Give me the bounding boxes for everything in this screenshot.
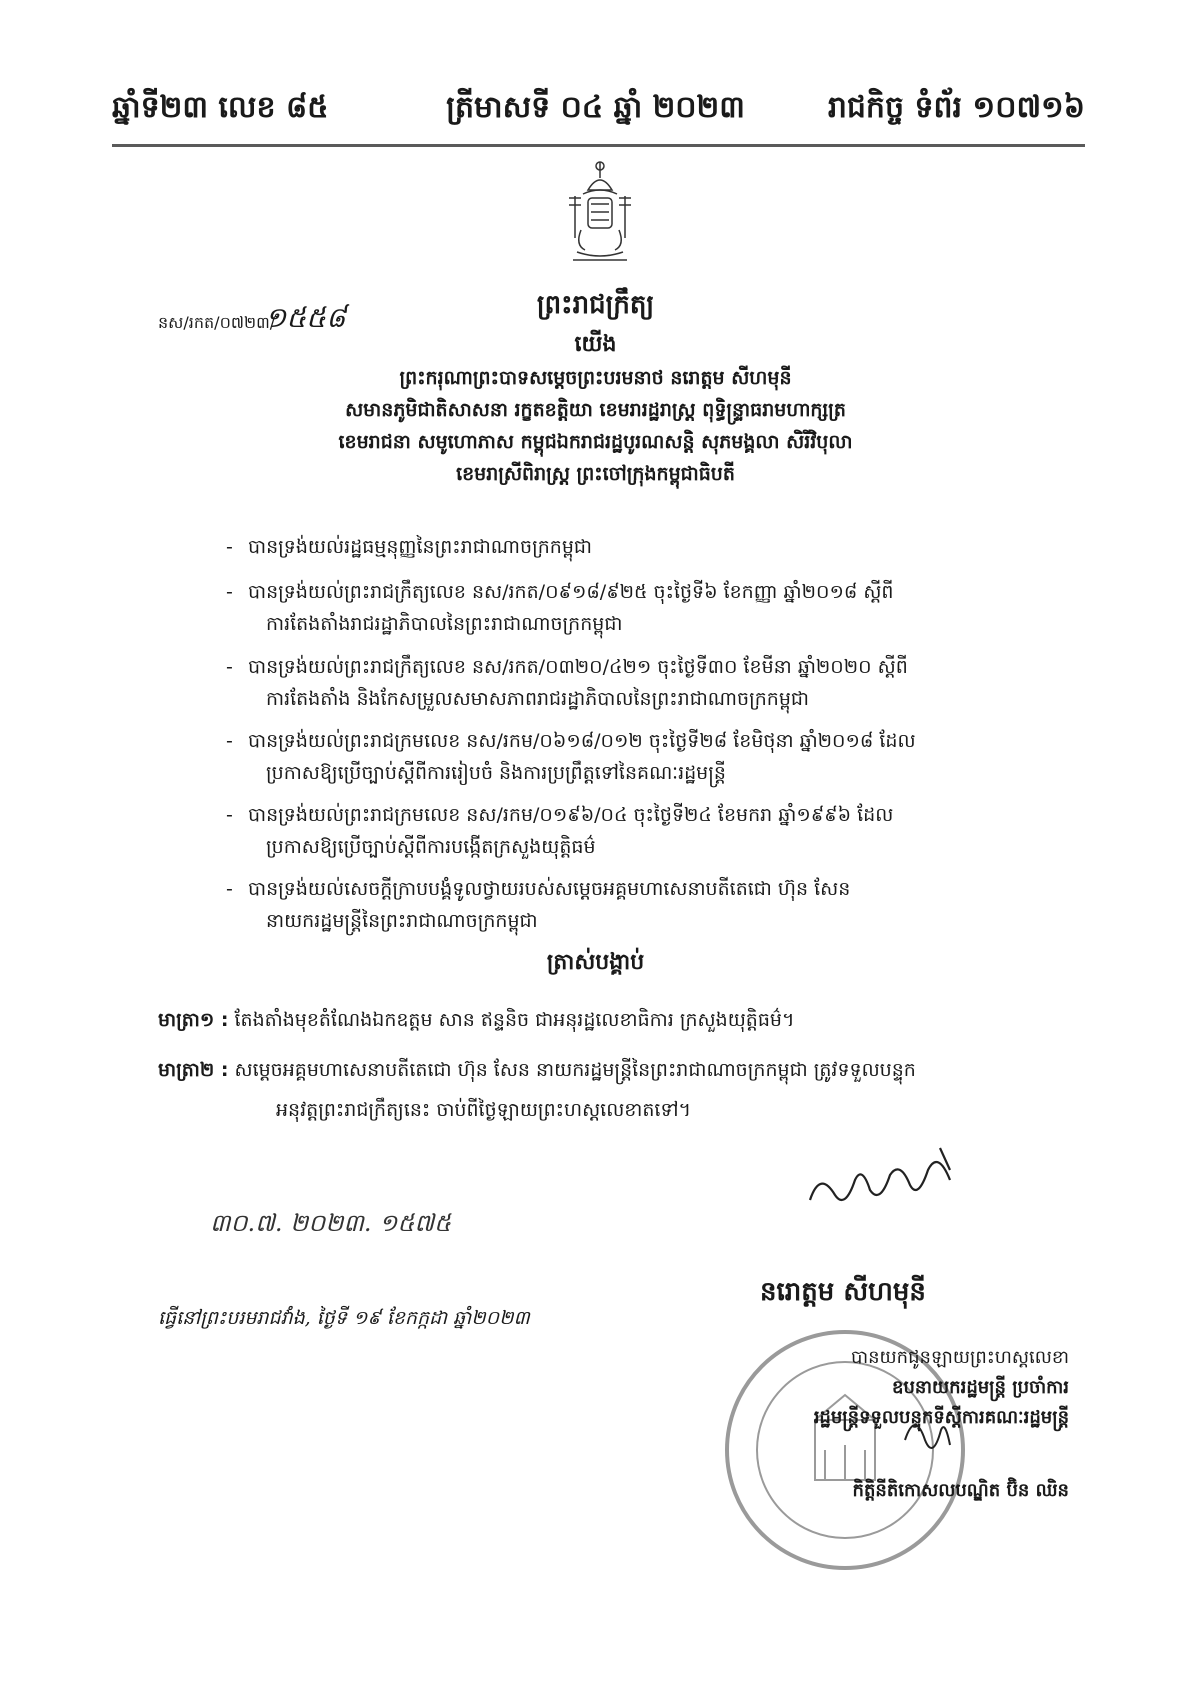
king-title-line: ព្រះករុណាព្រះបាទសម្ដេចព្រះបរមនាថ នរោត្តម សីហមុនី [399,367,792,389]
visa-text-continued: ប្រកាសឱ្យប្រើច្បាប់ស្ដីពីការរៀបចំ និងការប្រព្រឹត្តទៅនៃគណៈរដ្ឋមន្ត្រី [266,762,726,784]
king-title-line: ខេមរាជនា សមូហោភាស កម្ពុជឯករាជរដ្ឋបូរណសន្តិ សុភមង្គលា សិរីវិបុលា [338,431,853,453]
article-2 [158,1050,1088,1090]
visa-text: បានទ្រង់យល់សេចក្ដីក្រាបបង្គំទូលថ្វាយរបស់សម្ដេចអគ្គមហាសេនាបតីតេជោ ហ៊ុន សែន [248,878,851,900]
visa-text-continued: ការតែងតាំង និងកែសម្រួលសមាសភាពរាជរដ្ឋាភិបាលនៃព្រះរាជាណាចក្រកម្ពុជា [266,688,810,710]
article-text: សម្ដេចអគ្គមហាសេនាបតីតេជោ ហ៊ុន សែន នាយករដ្ឋមន្ត្រីនៃព្រះរាជាណាចក្រកម្ពុជា ត្រូវទទួលបន្ទុក [234,1059,916,1081]
article-label: មាត្រា២ : [158,1059,229,1081]
visa-text-continued: ការតែងតាំងរាជរដ្ឋាភិបាលនៃព្រះរាជាណាចក្រកម្ពុជា [266,613,623,635]
article-text: តែងតាំងមុខតំណែងឯកឧត្តម សាន ឥន្ទនិច ជាអនុរដ្ឋលេខាធិការ ក្រសួងយុត្តិធម៌។ [234,1009,795,1031]
decision-heading: ត្រាស់បង្គាប់ [546,950,645,975]
article-text-continued: អនុវត្តព្រះរាជក្រឹត្យនេះ ចាប់ពីថ្ងៃឡាយព្រះហស្តលេខាតទៅ។ [276,1099,692,1121]
article-label: មាត្រា១ : [158,1009,229,1031]
royal-coat-of-arms-icon [555,160,645,270]
reference-handwritten-number: ១៥៥៨ [265,301,346,334]
visa-text: បានទ្រង់យល់ព្រះរាជក្រមលេខ នស/រកម/០១៩៦/០៤ ចុះថ្ងៃទី២៤ ខែមករា ឆ្នាំ១៩៩៦ ដែល [248,804,894,826]
header-divider [112,144,1085,147]
certification-line: បានយកជូនឡាយព្រះហស្តលេខា [850,1347,1069,1368]
king-title-line: សមានភូមិជាតិសាសនា រក្ខតខត្តិយា ខេមរារដ្ឋរាស្ត្រ ពុទ្ធិន្ទ្រាធរាមហាក្សត្រ [345,399,846,421]
visa-text-continued: នាយករដ្ឋមន្ត្រីនៃព្រះរាជាណាចក្រកម្ពុជា [266,910,538,932]
visa-text: បានទ្រង់យល់ព្រះរាជក្រឹត្យលេខ នស/រកត/០៩១៨/៩២៥ ចុះថ្ងៃទី៦ ខែកញ្ញា ឆ្នាំ២០១៨ ស្ដីពី [248,581,894,603]
gazette-page: រាជកិច្ច ទំព័រ ១០៧១៦ [827,90,1085,125]
certification-line: ឧបនាយករដ្ឋមន្ត្រី ប្រចាំការ [892,1377,1069,1398]
reference-number: នស/រកត/០៧២៣/ [158,313,276,332]
minister-signature [895,1400,955,1470]
king-signature [800,1140,970,1220]
gazette-year-issue: ឆ្នាំទី២៣ លេខ ៨៥ [112,90,329,125]
king-title-line: ខេមរាស្រីពិរាស្ត្រ ព្រះចៅក្រុងកម្ពុជាធិបតី [456,463,735,485]
visa-text: បានទ្រង់យល់រដ្ឋធម្មនុញ្ញនៃព្រះរាជាណាចក្រកម្ពុជា [248,536,593,558]
visa-text: បានទ្រង់យល់ព្រះរាជក្រឹត្យលេខ នស/រកត/០៣២០/៤២១ ចុះថ្ងៃទី៣០ ខែមីនា ឆ្នាំ២០២០ ស្ដីពី [248,656,908,678]
visa-item: - បានទ្រង់យល់រដ្ឋធម្មនុញ្ញនៃព្រះរាជាណាចក្រកម្ពុជា [226,536,593,558]
visa-text: បានទ្រង់យល់ព្រះរាជក្រមលេខ នស/រកម/០៦១៨/០១២ ចុះថ្ងៃទី២៨ ខែមិថុនា ឆ្នាំ២០១៨ ដែល [248,730,916,752]
visa-item: - បានទ្រង់យល់ព្រះរាជក្រមលេខ នស/រកម/០១៩៦/០៤ ចុះថ្ងៃទី២៤ ខែមករា ឆ្នាំ១៩៩៦ ដែល [226,804,894,826]
certifier-name: កិត្តិនីតិកោសលបណ្ឌិត ប៊ិន ឈិន [852,1480,1069,1501]
king-name: នរោត្តម សីហមុនី [760,1277,926,1307]
visa-item: - បានទ្រង់យល់ព្រះរាជក្រឹត្យលេខ នស/រកត/០៩១៨/៩២៥ ចុះថ្ងៃទី៦ ខែកញ្ញា ឆ្នាំ២០១៨ ស្ដីពី [226,581,894,603]
gazette-quarter: ត្រីមាសទី ០៤ ឆ្នាំ ២០២៣ [446,90,745,125]
certification-line: រដ្ឋមន្ត្រីទទួលបន្ទុកទីស្ដីការគណៈរដ្ឋមន្ត្រី [813,1407,1069,1428]
visa-text-continued: ប្រកាសឱ្យប្រើច្បាប់ស្ដីពីការបង្កើតក្រសួងយុត្តិធម៌ [266,836,596,858]
place-date: ធ្វើនៅព្រះបរមរាជវាំង, ថ្ងៃទី ១៩ ខែកក្កដា ឆ្នាំ២០២៣ [158,1307,530,1329]
visa-item: - បានទ្រង់យល់សេចក្ដីក្រាបបង្គំទូលថ្វាយរបស់សម្ដេចអគ្គមហាសេនាបតីតេជោ ហ៊ុន សែន [226,878,851,900]
we-heading: យើង [574,332,617,357]
visa-item: - បានទ្រង់យល់ព្រះរាជក្រមលេខ នស/រកម/០៦១៨/០១២ ចុះថ្ងៃទី២៨ ខែមិថុនា ឆ្នាំ២០១៨ ដែល [226,730,916,752]
document-title: ព្រះរាជក្រឹត្យ [536,290,655,320]
handwritten-note: ៣០.៧. ២០២៣. ១៥៧៥ [210,1209,451,1237]
article-1 [158,1000,1088,1040]
visa-item: - បានទ្រង់យល់ព្រះរាជក្រឹត្យលេខ នស/រកត/០៣២០/៤២១ ចុះថ្ងៃទី៣០ ខែមីនា ឆ្នាំ២០២០ ស្ដីពី [226,656,908,678]
